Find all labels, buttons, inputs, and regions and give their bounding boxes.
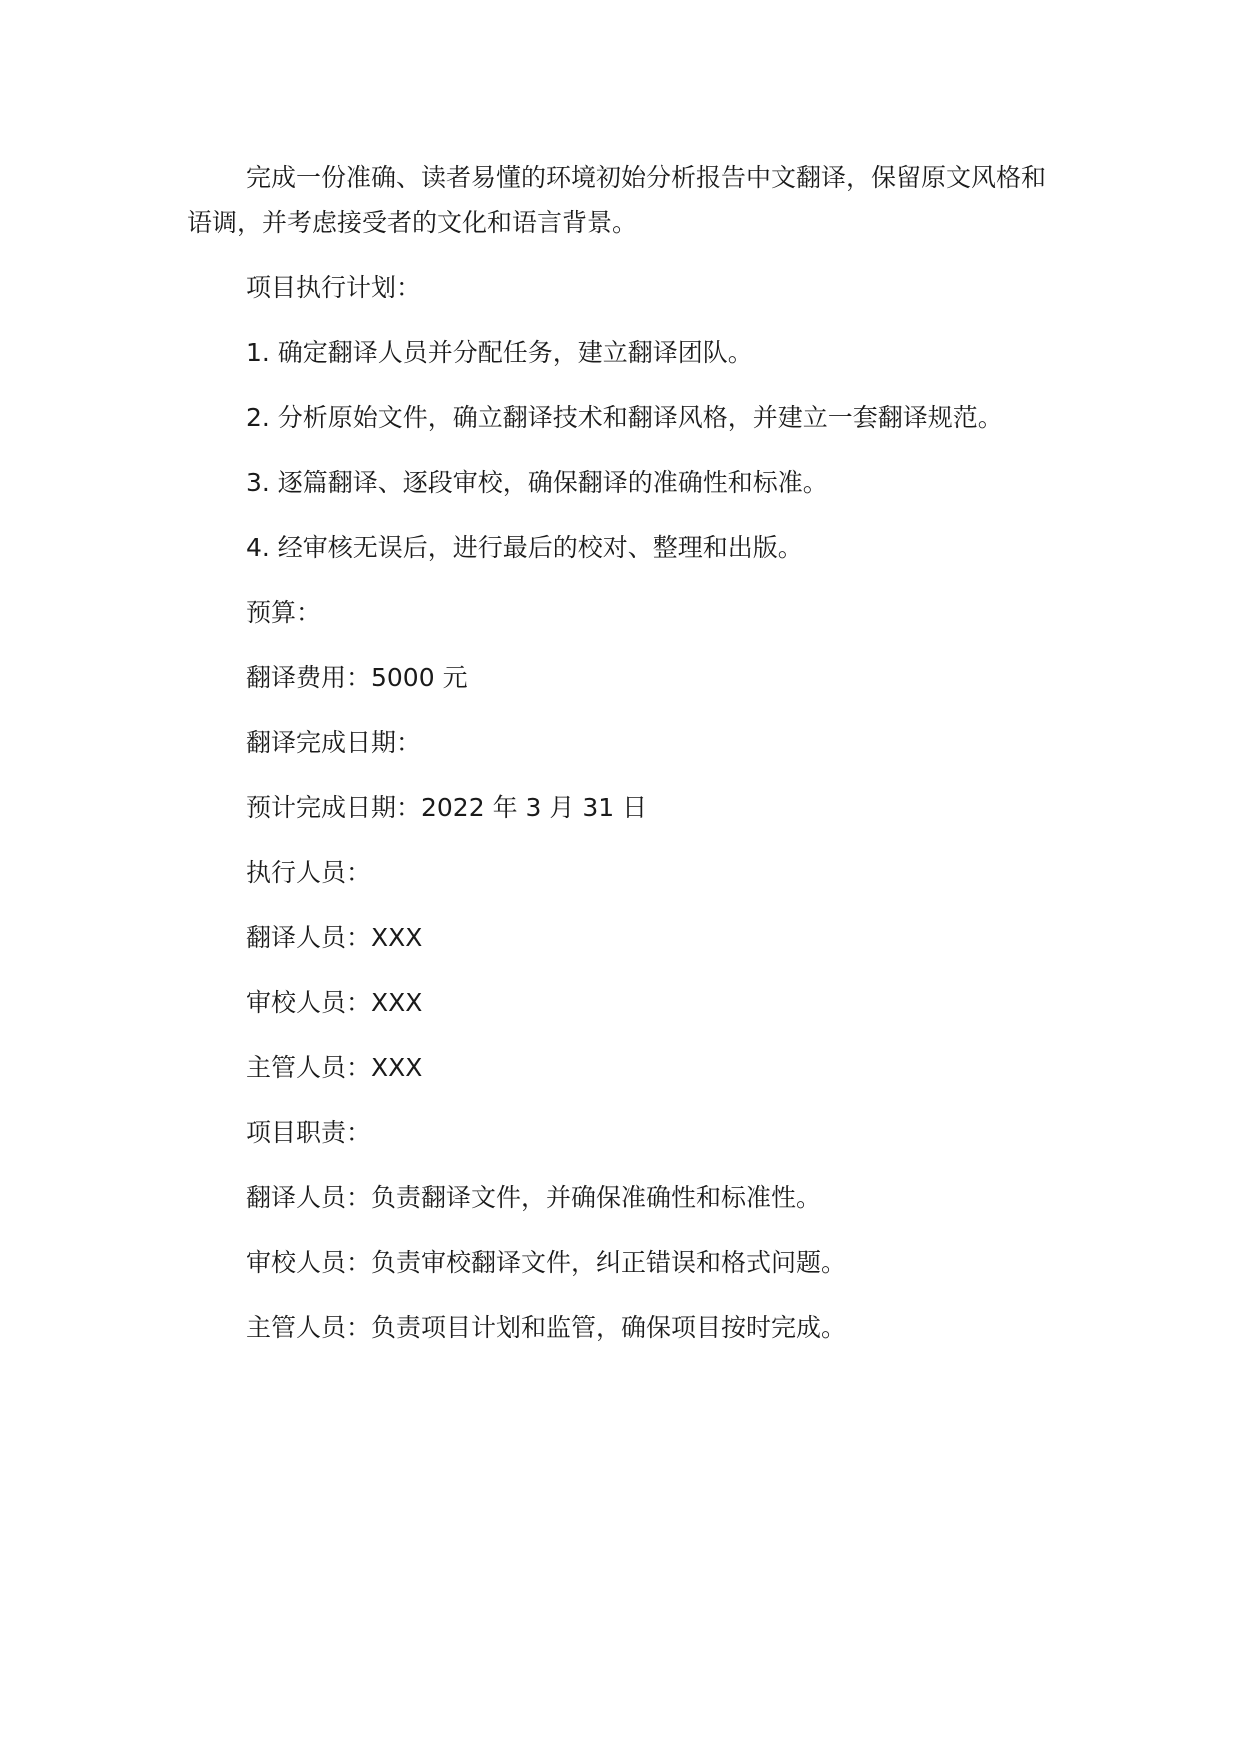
personnel-manager: 主管人员：XXX (246, 1053, 423, 1082)
expected-completion-date: 预计完成日期：2022 年 3 月 31 日 (246, 793, 648, 822)
section-heading-budget: 预算： (246, 598, 322, 627)
intro-paragraph: 完成一份准确、读者易懂的环境初始分析报告中文翻译，保留原文风格和语调，并考虑接受者的文化和语言背景。 (187, 163, 1047, 237)
plan-step-2: 2. 分析原始文件，确立翻译技术和翻译风格，并建立一套翻译规范。 (246, 403, 1003, 432)
personnel-reviewer: 审校人员：XXX (246, 988, 423, 1017)
plan-step-4: 4. 经审核无误后，进行最后的校对、整理和出版。 (246, 533, 803, 562)
responsibility-manager: 主管人员：负责项目计划和监管，确保项目按时完成。 (246, 1313, 847, 1342)
responsibility-reviewer: 审校人员：负责审校翻译文件，纠正错误和格式问题。 (246, 1248, 847, 1277)
section-heading-personnel: 执行人员： (246, 858, 372, 887)
plan-step-3: 3. 逐篇翻译、逐段审校，确保翻译的准确性和标准。 (246, 468, 828, 497)
budget-translation-fee: 翻译费用：5000 元 (246, 663, 468, 692)
personnel-translator: 翻译人员：XXX (246, 923, 423, 952)
plan-step-1: 1. 确定翻译人员并分配任务，建立翻译团队。 (246, 338, 753, 367)
document-body (187, 155, 1067, 1370)
section-heading-completion-date: 翻译完成日期： (246, 728, 422, 757)
section-heading-responsibilities: 项目职责： (246, 1118, 372, 1147)
section-heading-plan: 项目执行计划： (246, 273, 422, 302)
responsibility-translator: 翻译人员：负责翻译文件，并确保准确性和标准性。 (246, 1183, 822, 1212)
